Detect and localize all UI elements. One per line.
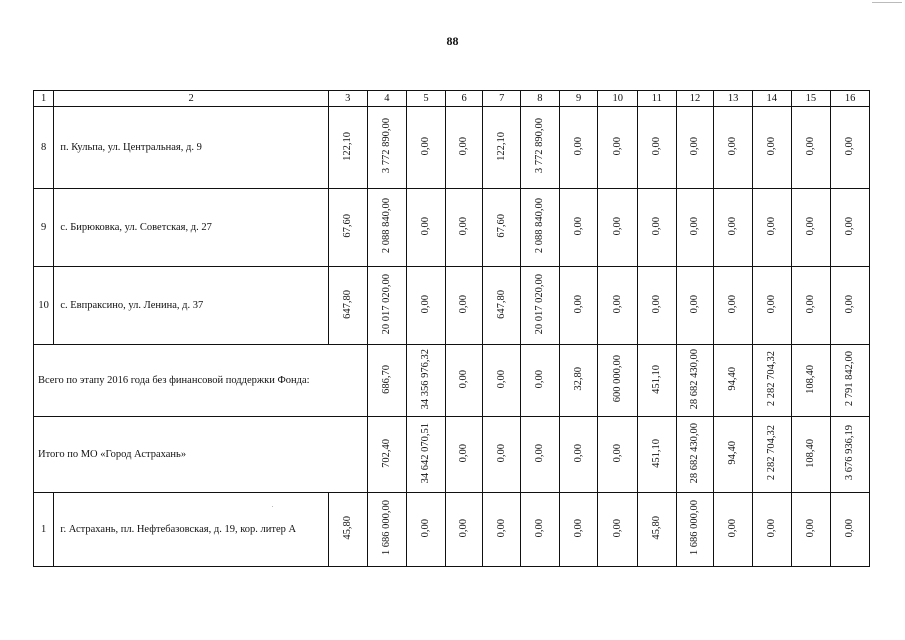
cell-value: 0,00 bbox=[572, 216, 584, 236]
cell-value: 0,00 bbox=[650, 294, 662, 314]
cell-value: 67,60 bbox=[341, 214, 353, 238]
cell-value: 0,00 bbox=[689, 136, 700, 156]
value-cell bbox=[367, 417, 407, 493]
cell-value: 686,70 bbox=[380, 364, 392, 394]
summary-row bbox=[34, 345, 870, 417]
value-cell bbox=[559, 493, 598, 567]
column-header: 1 bbox=[34, 91, 54, 107]
value-cell bbox=[752, 493, 791, 567]
value-cell bbox=[676, 189, 714, 267]
cell-value: 1 686 000,00 bbox=[689, 500, 700, 556]
cell-value: 0,00 bbox=[611, 518, 623, 538]
value-cell bbox=[367, 345, 407, 417]
value-cell bbox=[598, 345, 638, 417]
cell-value: 0,00 bbox=[689, 216, 700, 236]
cell-value: 702,40 bbox=[380, 438, 392, 468]
cell-value: 34 642 070,51 bbox=[420, 422, 432, 484]
cell-value: 0,00 bbox=[844, 136, 856, 156]
column-header: 2 bbox=[54, 91, 329, 107]
row-number: 10 bbox=[34, 267, 54, 345]
column-header: 9 bbox=[559, 91, 598, 107]
cell-value: 0,00 bbox=[844, 294, 856, 314]
cell-value: 0,00 bbox=[804, 518, 816, 538]
cell-value: 0,00 bbox=[458, 518, 470, 538]
cell-value: 32,80 bbox=[572, 367, 584, 391]
cell-value: 67,60 bbox=[495, 214, 507, 238]
cell-value: 0,00 bbox=[495, 369, 507, 389]
cell-value: 2 282 704,32 bbox=[765, 425, 777, 481]
value-cell bbox=[559, 189, 598, 267]
value-cell bbox=[638, 345, 677, 417]
summary-row bbox=[34, 417, 870, 493]
cell-value: 647,80 bbox=[341, 289, 353, 319]
value-cell bbox=[752, 417, 791, 493]
value-cell bbox=[598, 267, 638, 345]
value-cell bbox=[638, 417, 677, 493]
value-cell bbox=[791, 107, 831, 189]
value-cell bbox=[367, 189, 407, 267]
value-cell bbox=[407, 493, 446, 567]
value-cell bbox=[559, 417, 598, 493]
cell-value: 0,00 bbox=[572, 294, 584, 314]
column-header: 13 bbox=[714, 91, 753, 107]
cell-value: 0,00 bbox=[804, 216, 816, 236]
value-cell bbox=[714, 417, 753, 493]
cell-value: 0,00 bbox=[495, 443, 507, 463]
value-cell bbox=[521, 345, 560, 417]
value-cell bbox=[638, 107, 677, 189]
row-address: с. Евпраксино, ул. Ленина, д. 37 bbox=[54, 267, 329, 345]
value-cell bbox=[483, 107, 521, 189]
value-cell bbox=[831, 267, 870, 345]
value-cell bbox=[483, 417, 521, 493]
cell-value: 0,00 bbox=[458, 136, 470, 156]
cell-value: 0,00 bbox=[420, 294, 432, 314]
cell-value: 0,00 bbox=[611, 136, 623, 156]
value-cell bbox=[521, 107, 560, 189]
cell-value: 0,00 bbox=[458, 216, 470, 236]
cell-value: 94,40 bbox=[727, 441, 739, 465]
cell-value: 451,10 bbox=[650, 364, 662, 394]
cell-value: 0,00 bbox=[611, 294, 623, 314]
value-cell bbox=[483, 493, 521, 567]
value-cell bbox=[791, 493, 831, 567]
value-cell bbox=[676, 493, 714, 567]
summary-label: Итого по МО «Город Астрахань» bbox=[34, 417, 368, 493]
row-address: с. Бирюковка, ул. Советская, д. 27 bbox=[54, 189, 329, 267]
value-cell bbox=[407, 267, 446, 345]
cell-value: 0,00 bbox=[727, 136, 739, 156]
column-header: 10 bbox=[598, 91, 638, 107]
cell-value: 0,00 bbox=[611, 443, 623, 463]
value-cell bbox=[714, 107, 753, 189]
value-cell bbox=[445, 345, 483, 417]
value-cell bbox=[676, 107, 714, 189]
cell-value: 0,00 bbox=[804, 294, 816, 314]
cell-value: 3 772 890,00 bbox=[533, 118, 545, 174]
column-header: 16 bbox=[831, 91, 870, 107]
value-cell bbox=[328, 189, 367, 267]
value-cell bbox=[752, 189, 791, 267]
cell-value: 451,10 bbox=[650, 438, 662, 468]
value-cell bbox=[714, 345, 753, 417]
cell-value: 45,80 bbox=[341, 516, 353, 540]
cell-value: 0,00 bbox=[458, 369, 470, 389]
table-row bbox=[34, 189, 870, 267]
value-cell bbox=[676, 345, 714, 417]
cell-value: 0,00 bbox=[765, 294, 777, 314]
value-cell bbox=[791, 417, 831, 493]
column-header: 7 bbox=[483, 91, 521, 107]
cell-value: 28 682 430,00 bbox=[689, 348, 700, 410]
value-cell bbox=[752, 107, 791, 189]
value-cell bbox=[791, 189, 831, 267]
value-cell bbox=[521, 267, 560, 345]
value-cell bbox=[328, 107, 367, 189]
cell-value: 0,00 bbox=[765, 518, 777, 538]
column-header: 11 bbox=[638, 91, 677, 107]
cell-value: 0,00 bbox=[533, 518, 545, 538]
value-cell bbox=[445, 107, 483, 189]
cell-value: 108,40 bbox=[804, 438, 816, 468]
cell-value: 0,00 bbox=[420, 136, 432, 156]
value-cell bbox=[752, 267, 791, 345]
column-header: 5 bbox=[407, 91, 446, 107]
cell-value: 0,00 bbox=[572, 518, 584, 538]
cell-value: 0,00 bbox=[533, 443, 545, 463]
column-header: 4 bbox=[367, 91, 407, 107]
value-cell bbox=[483, 345, 521, 417]
cell-value: 0,00 bbox=[650, 136, 662, 156]
cell-value: 0,00 bbox=[727, 294, 739, 314]
value-cell bbox=[638, 493, 677, 567]
cell-value: 0,00 bbox=[458, 294, 470, 314]
value-cell bbox=[714, 493, 753, 567]
cell-value: 20 017 020,00 bbox=[533, 273, 545, 335]
value-cell bbox=[676, 267, 714, 345]
value-cell bbox=[676, 417, 714, 493]
value-cell bbox=[638, 267, 677, 345]
value-cell bbox=[714, 189, 753, 267]
cell-value: 45,80 bbox=[650, 516, 662, 540]
cell-value: 1 686 000,00 bbox=[380, 500, 392, 556]
cell-value: 0,00 bbox=[650, 216, 662, 236]
value-cell bbox=[791, 345, 831, 417]
value-cell bbox=[521, 189, 560, 267]
value-cell bbox=[483, 267, 521, 345]
value-cell bbox=[598, 107, 638, 189]
cell-value: 0,00 bbox=[420, 518, 432, 538]
cell-value: 0,00 bbox=[420, 216, 432, 236]
value-cell bbox=[407, 417, 446, 493]
column-header: 14 bbox=[752, 91, 791, 107]
row-number: 8 bbox=[34, 107, 54, 189]
value-cell bbox=[831, 189, 870, 267]
cell-value: 647,80 bbox=[495, 289, 507, 319]
table-row bbox=[34, 493, 870, 567]
value-cell bbox=[752, 345, 791, 417]
cell-value: 122,10 bbox=[341, 131, 353, 161]
column-header: 12 bbox=[676, 91, 714, 107]
value-cell bbox=[598, 189, 638, 267]
data-table bbox=[33, 90, 870, 567]
row-number: 1 bbox=[34, 493, 54, 567]
column-header: 15 bbox=[791, 91, 831, 107]
value-cell bbox=[445, 417, 483, 493]
value-cell bbox=[367, 267, 407, 345]
cell-value: 2 282 704,32 bbox=[765, 351, 777, 407]
value-cell bbox=[791, 267, 831, 345]
cell-value: 0,00 bbox=[804, 136, 816, 156]
value-cell bbox=[831, 417, 870, 493]
column-header: 6 bbox=[445, 91, 483, 107]
column-header: 3 bbox=[328, 91, 367, 107]
cell-value: 600 000,00 bbox=[611, 355, 623, 403]
cell-value: 0,00 bbox=[844, 518, 856, 538]
value-cell bbox=[328, 267, 367, 345]
row-number: 9 bbox=[34, 189, 54, 267]
cell-value: 0,00 bbox=[572, 443, 584, 463]
cell-value: 0,00 bbox=[727, 216, 739, 236]
cell-value: 0,00 bbox=[533, 369, 545, 389]
cell-value: 108,40 bbox=[804, 364, 816, 394]
cell-value: 0,00 bbox=[495, 518, 507, 538]
cell-value: 0,00 bbox=[765, 216, 777, 236]
cell-value: 0,00 bbox=[727, 518, 739, 538]
cell-value: 20 017 020,00 bbox=[380, 273, 392, 335]
column-header: 8 bbox=[521, 91, 560, 107]
row-address: г. Астрахань, пл. Нефтебазовская, д. 19, кор. литер А bbox=[54, 493, 329, 567]
summary-label: Всего по этапу 2016 года без финансовой поддержки Фонда: bbox=[34, 345, 368, 417]
cell-value: 0,00 bbox=[611, 216, 623, 236]
cell-value: 122,10 bbox=[495, 131, 507, 161]
value-cell bbox=[638, 189, 677, 267]
row-address: п. Кульпа, ул. Центральная, д. 9 bbox=[54, 107, 329, 189]
cell-value: 0,00 bbox=[572, 136, 584, 156]
value-cell bbox=[559, 107, 598, 189]
value-cell bbox=[521, 493, 560, 567]
cell-value: 2 088 840,00 bbox=[533, 198, 545, 254]
header-row bbox=[34, 91, 870, 107]
value-cell bbox=[483, 189, 521, 267]
value-cell bbox=[598, 493, 638, 567]
cell-value: 3 772 890,00 bbox=[380, 118, 392, 174]
value-cell bbox=[407, 189, 446, 267]
value-cell bbox=[831, 107, 870, 189]
cell-value: 2 791 842,00 bbox=[844, 351, 856, 407]
value-cell bbox=[559, 267, 598, 345]
value-cell bbox=[445, 189, 483, 267]
value-cell bbox=[367, 107, 407, 189]
value-cell bbox=[598, 417, 638, 493]
page-number: 88 bbox=[446, 34, 459, 48]
value-cell bbox=[831, 345, 870, 417]
value-cell bbox=[367, 493, 407, 567]
cell-value: 2 088 840,00 bbox=[380, 198, 392, 254]
value-cell bbox=[559, 345, 598, 417]
value-cell bbox=[407, 107, 446, 189]
cell-value: 3 676 936,19 bbox=[844, 425, 856, 481]
cell-value: 28 682 430,00 bbox=[689, 422, 700, 484]
cell-value: 34 356 976,32 bbox=[420, 348, 432, 410]
value-cell bbox=[445, 267, 483, 345]
cell-value: 94,40 bbox=[727, 367, 739, 391]
table-row bbox=[34, 107, 870, 189]
table-row bbox=[34, 267, 870, 345]
value-cell bbox=[407, 345, 446, 417]
value-cell bbox=[328, 493, 367, 567]
cell-value: 0,00 bbox=[689, 294, 700, 314]
value-cell bbox=[521, 417, 560, 493]
cell-value: 0,00 bbox=[458, 443, 470, 463]
cell-value: 0,00 bbox=[844, 216, 856, 236]
value-cell bbox=[445, 493, 483, 567]
cell-value: 0,00 bbox=[765, 136, 777, 156]
value-cell bbox=[831, 493, 870, 567]
value-cell bbox=[714, 267, 753, 345]
